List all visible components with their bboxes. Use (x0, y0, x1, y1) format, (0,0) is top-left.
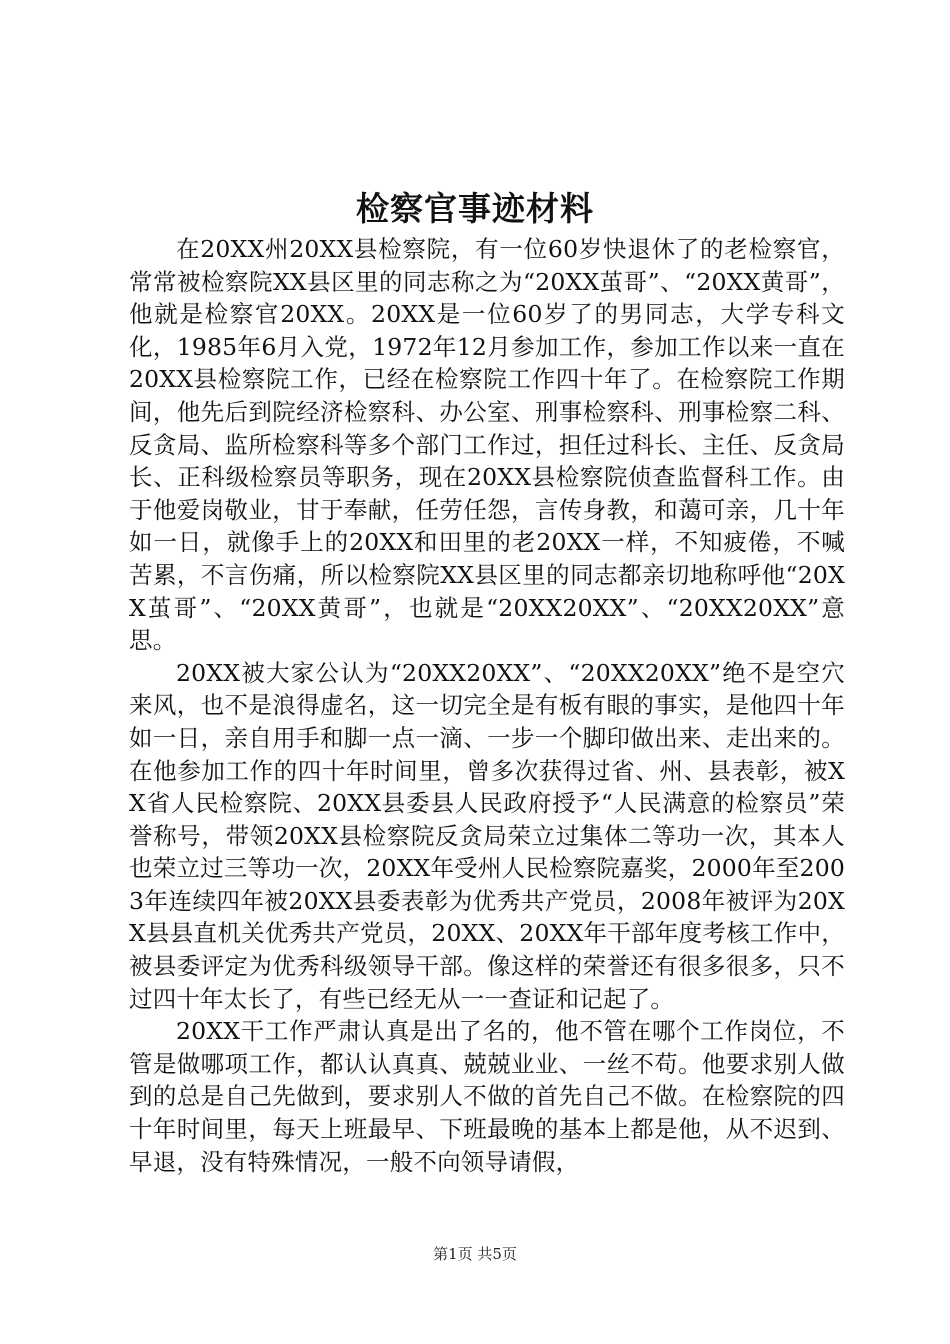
paragraph-2: 20XX被大家公认为“20XX20XX”、“20XX20XX”绝不是空穴来风，也不是浪得虚名，这一切完全是有板有眼的事实，是他四十年如一日，亲自用手和脚一点一滴、一步一个脚印做出来、走出来的。在他参加工作的四十年时间里，曾多次获得过省、州、县表彰，被XX省人民检察院、20XX县委县人民政府授予“人民满意的检察员”荣誉称号，带领20XX县检察院反贪局荣立过集体二等功一次，其本人也荣立过三等功一次，20XX年受州人民检察院嘉奖，2000年至2003年连续四年被20XX县委表彰为优秀共产党员，2008年被评为20XX县县直机关优秀共产党员，20XX、20XX年干部年度考核工作中，被县委评定为优秀科级领导干部。像这样的荣誉还有很多很多，只不过四十年太长了，有些已经无从一一查证和记起了。 (129, 658, 845, 1013)
paragraph-1: 在20XX州20XX县检察院，有一位60岁快退休了的老检察官，常常被检察院XX县区里的同志称之为“20XX茧哥”、“20XX黄哥”，他就是检察官20XX。20XX是一位60岁了的男同志，大学专科文化，1985年6月入党，1972年12月参加工作，参加工作以来一直在20XX县检察院工作，已经在检察院工作四十年了。在检察院工作期间，他先后到院经济检察科、办公室、刑事检察科、刑事检察二科、反贪局、监所检察科等多个部门工作过，担任过科长、主任、反贪局长、正科级检察员等职务，现在20XX县检察院侦查监督科工作。由于他爱岗敬业，甘于奉献，任劳任怨，言传身教，和蔼可亲，几十年如一日，就像手上的20XX和田里的老20XX一样，不知疲倦，不喊苦累，不言伤痛，所以检察院XX县区里的同志都亲切地称呼他“20XX茧哥”、“20XX黄哥”，也就是“20XX20XX”、“20XX20XX”意思。 (129, 235, 845, 655)
paragraph-3: 20XX干工作严肃认真是出了名的，他不管在哪个工作岗位，不管是做哪项工作，都认认真真、兢兢业业、一丝不苟。他要求别人做到的总是自己先做到，要求别人不做的首先自己不做。在检察院的四十年时间里，每天上班最早、下班最晚的基本上都是他，从不迟到、早退，没有特殊情况，一般不向领导请假， (129, 1017, 845, 1176)
document-title: 检察官事迹材料 (356, 189, 594, 228)
document-body (129, 233, 845, 1178)
page-footer: 第1页 共5页 (433, 1245, 517, 1263)
